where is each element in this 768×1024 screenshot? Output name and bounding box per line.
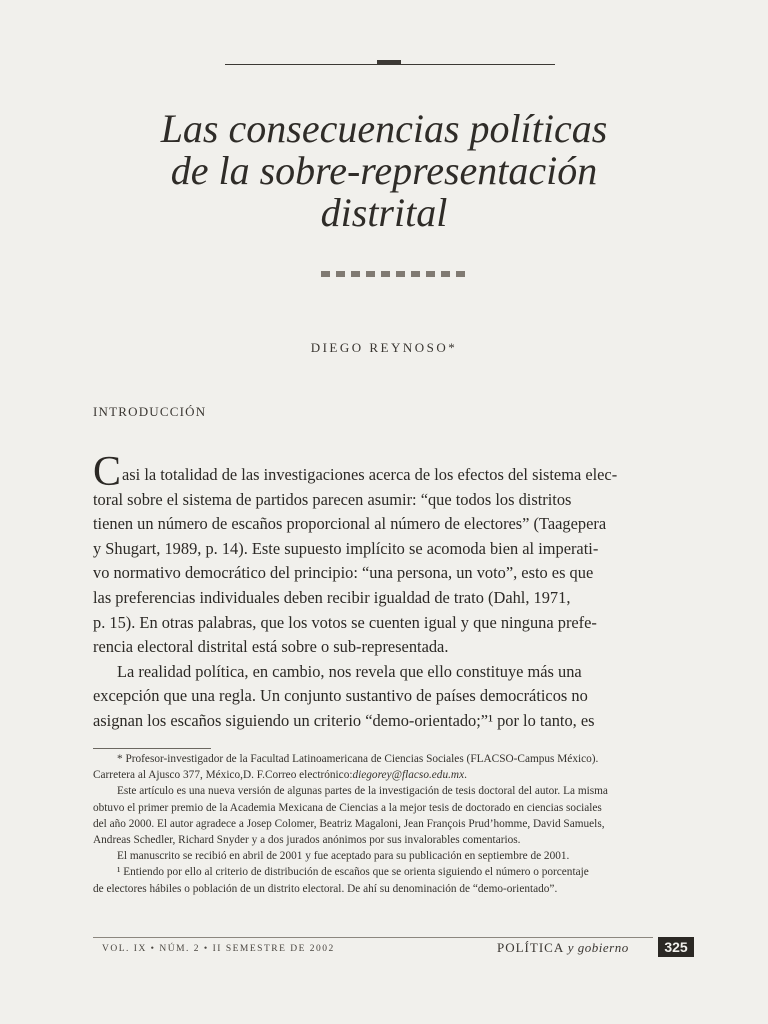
footer-rule	[93, 937, 653, 938]
footnote-line: * Profesor-investigador de la Facultad Latinoamericana de Ciencias Sociales ( FLACSO -Campus México).	[117, 753, 599, 765]
section-heading: INTRODUCCIÓN	[93, 404, 207, 419]
body-line: asignan los escaños siguiendo un criterio “demo-orientado;”¹ por lo tanto, es	[93, 710, 595, 730]
footnotes	[93, 751, 693, 897]
body-line: La realidad política, en cambio, nos revela que ello constituye más una	[117, 661, 582, 681]
footnote-line: Andreas Schedler, Richard Snyder y a dos jurados anónimos por sus invalorables comentarios.	[93, 834, 521, 847]
author-email: diegorey@flacso.edu.mx	[352, 769, 465, 782]
page-number: 325	[658, 937, 694, 957]
title-line: de la sobre-representación	[170, 148, 598, 193]
footnote-line: El manuscrito se recibió en abril de 2001 y fue aceptado para su publicación en septiembre de 2001.	[117, 850, 570, 863]
body-line: y Shugart, 1989, p. 14). Este supuesto implícito se acomoda bien al imperati-	[93, 538, 599, 558]
footnote-line: obtuvo el primer premio de la Academia Mexicana de Ciencias a la mejor tesis de doctorado en ciencias sociales	[93, 801, 602, 814]
body-line: las preferencias individuales deben recibir igualdad de trato (Dahl, 1971,	[93, 587, 571, 607]
body-line: excepción que una regla. Un conjunto sustantivo de países democráticos no	[93, 686, 588, 706]
title-line: distrital	[320, 190, 448, 235]
body-line: toral sobre el sistema de partidos parecen asumir: “que todos los distritos	[93, 489, 572, 509]
footnote-line: del año 2000. El autor agradece a Josep Colomer, Beatriz Magaloni, Jean François Prud’homme, David Samuels,	[93, 817, 605, 830]
body-text	[93, 449, 693, 734]
footnote-line: Este artículo es una nueva versión de algunas partes de la investigación de tesis doctoral del autor. La misma	[117, 785, 608, 798]
issue-info: VOL. IX • NÚM. 2 • II SEMESTRE DE 2002	[102, 944, 335, 954]
body-line: p. 15). En otras palabras, que los votos se cuenten igual y que ninguna prefe-	[93, 612, 597, 632]
body-line: Casi la totalidad de las investigaciones acerca de los efectos del sistema elec-	[93, 449, 618, 495]
body-line: tienen un número de escaños proporcional al número de electores” (Taagepera	[93, 514, 607, 534]
top-rule-ornament	[377, 60, 401, 65]
title-divider-ornament	[321, 271, 481, 279]
body-line: rencia electoral distrital está sobre o sub-representada.	[93, 637, 449, 657]
body-line: vo normativo democrático del principio: “una persona, un voto”, esto es que	[93, 563, 594, 583]
footnote-line: Carretera al Ajusco 377, México, D. F. Correo electrónico: diegorey@flacso.edu.mx .	[93, 767, 693, 783]
footnote-rule	[93, 748, 211, 749]
footnote-line: ¹ Entiendo por ello al criterio de distribución de escaños que se orienta siguiendo el número o porcentaje	[117, 866, 589, 879]
author-name: DIEGO REYNOSO*	[310, 340, 458, 355]
title-line: Las consecuencias políticas	[160, 106, 608, 151]
journal-name: POLÍTICA y gobierno	[497, 940, 629, 955]
footnote-line: de electores hábiles o población de un distrito electoral. De ahí su denominación de “demo-orientado”.	[93, 882, 558, 895]
article-title	[84, 108, 684, 234]
drop-cap: C	[93, 449, 122, 495]
